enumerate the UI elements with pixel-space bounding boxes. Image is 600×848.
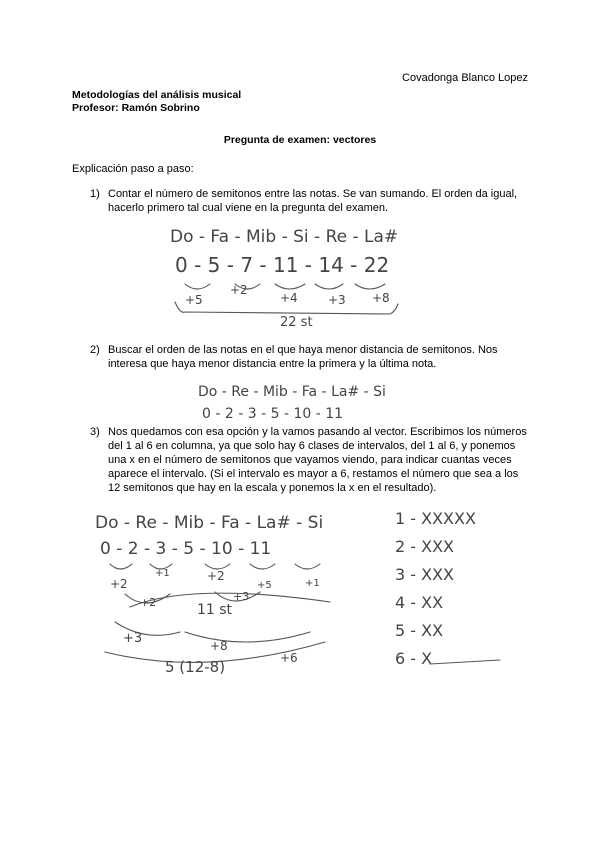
fig3-interval: +6 <box>280 651 298 665</box>
fig3-values: 0 - 2 - 3 - 5 - 10 - 11 <box>100 539 272 559</box>
fig3-interval: +2 <box>110 577 128 591</box>
vector-underline <box>430 660 500 664</box>
step-1 <box>90 187 530 215</box>
fig3-arc <box>185 632 310 642</box>
course-heading <box>72 89 241 115</box>
fig1-total: 22 st <box>280 315 313 330</box>
fig1-arc <box>315 284 343 289</box>
handwritten-figure-3 <box>85 502 515 682</box>
fig3-interval: +3 <box>123 631 143 646</box>
step-text: Buscar el orden de las notas en el que haya menor distancia de semitonos. Nos interesa que haya menor distancia entre la primera y la última nota. <box>108 344 498 370</box>
question-title: Pregunta de examen: vectores <box>223 134 377 146</box>
fig1-interval: +2 <box>230 283 248 297</box>
author-name: Covadonga Blanco Lopez <box>402 72 528 84</box>
fig3-interval: +2 <box>207 569 225 583</box>
fig2-notes: Do - Re - Mib - Fa - La# - Si <box>198 384 386 400</box>
fig1-arc <box>355 284 385 289</box>
fig3-interval: +5 <box>257 580 272 591</box>
step-3 <box>90 425 530 495</box>
fig1-interval: +8 <box>372 291 390 305</box>
fig1-interval: +4 <box>280 291 298 305</box>
step-number: 3) <box>90 426 100 438</box>
handwritten-figure-1 <box>150 222 430 332</box>
fig1-values: 0 - 5 - 7 - 11 - 14 - 22 <box>175 253 390 277</box>
vector-row: 5 - XX <box>395 621 444 640</box>
fig3-arc <box>110 564 132 569</box>
fig3-interval: +2 <box>140 596 157 609</box>
step-text: Nos quedamos con esa opción y la vamos pasando al vector. Escribimos los números del 1 al 6 en columna, ya que solo hay 6 clases de intervalos, del 1 al 6, y ponemos una x en el número de semitonos que vayamos viendo, para indicar cuantas veces aparece el intervalo. (Si el intervalo es mayor a 6, restamos el número que sea a los 12 semitonos que hay en la escala y ponemos la x en el resultado). <box>108 426 527 494</box>
vector-row: 2 - XXX <box>395 537 455 556</box>
fig3-arc <box>295 564 320 569</box>
intro-text: Explicación paso a paso: <box>72 163 194 175</box>
step-number: 1) <box>90 188 100 200</box>
course-title: Metodologías del análisis musical <box>72 89 242 101</box>
fig1-arc <box>275 284 305 289</box>
fig3-reduction: 5 (12-8) <box>165 658 226 676</box>
fig3-interval: +8 <box>210 639 228 653</box>
fig1-interval: +5 <box>185 293 203 307</box>
fig1-interval: +3 <box>328 293 346 307</box>
fig3-interval: +1 <box>305 578 320 589</box>
professor-name: Profesor: Ramón Sobrino <box>72 102 200 114</box>
fig3-arc <box>250 564 275 569</box>
vector-row: 3 - XXX <box>395 565 455 584</box>
vector-row: 1 - XXXXX <box>395 509 476 528</box>
fig1-arc <box>185 284 210 289</box>
step-2 <box>90 343 530 371</box>
fig1-notes: Do - Fa - Mib - Si - Re - La# <box>170 227 399 247</box>
handwritten-figure-2 <box>190 380 430 424</box>
fig3-notes: Do - Re - Mib - Fa - La# - Si <box>95 513 324 533</box>
fig3-interval: +3 <box>233 590 250 603</box>
step-text: Contar el número de semitonos entre las notas. Se van sumando. El orden da igual, hacerlo primero tal cual viene en la pregunta del examen. <box>108 188 518 214</box>
step-number: 2) <box>90 344 100 356</box>
fig3-interval: +1 <box>155 568 170 579</box>
fig2-values: 0 - 2 - 3 - 5 - 10 - 11 <box>202 406 344 422</box>
vector-row: 6 - X <box>395 649 433 668</box>
fig3-span: 11 st <box>197 602 233 618</box>
vector-row: 4 - XX <box>395 593 444 612</box>
